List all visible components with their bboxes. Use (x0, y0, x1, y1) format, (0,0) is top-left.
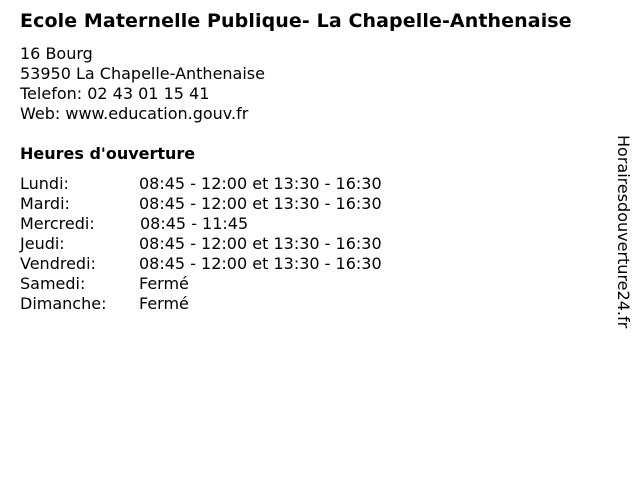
time-value: 08:45 - 12:00 et 13:30 - 16:30 (139, 234, 382, 253)
page-title: Ecole Maternelle Publique- La Chapelle-Anthenaise (20, 10, 572, 32)
day-label: Jeudi: (20, 234, 65, 253)
brand-watermark: Horairesdouverture24.fr (614, 135, 633, 329)
time-value: 08:45 - 12:00 et 13:30 - 16:30 (139, 254, 382, 273)
hours-heading: Heures d'ouverture (20, 144, 196, 163)
time-value: Fermé (139, 294, 189, 313)
day-label: Lundi: (20, 174, 69, 193)
day-label: Samedi: (20, 274, 86, 293)
street-address: 16 Bourg (20, 44, 93, 63)
day-label: Dimanche: (20, 294, 107, 313)
address-block (20, 44, 265, 124)
day-label: Vendredi: (20, 254, 96, 273)
website-link[interactable]: Web: www.education.gouv.fr (20, 104, 249, 123)
day-label: Mardi: (20, 194, 70, 213)
time-value: Fermé (139, 274, 189, 293)
time-value: 08:45 - 12:00 et 13:30 - 16:30 (139, 174, 382, 193)
phone-number: Telefon: 02 43 01 15 41 (20, 84, 210, 103)
time-value: 08:45 - 12:00 et 13:30 - 16:30 (139, 194, 382, 213)
city-address: 53950 La Chapelle-Anthenaise (20, 64, 265, 83)
time-value: 08:45 - 11:45 (140, 214, 249, 233)
day-label: Mercredi: (20, 214, 95, 233)
